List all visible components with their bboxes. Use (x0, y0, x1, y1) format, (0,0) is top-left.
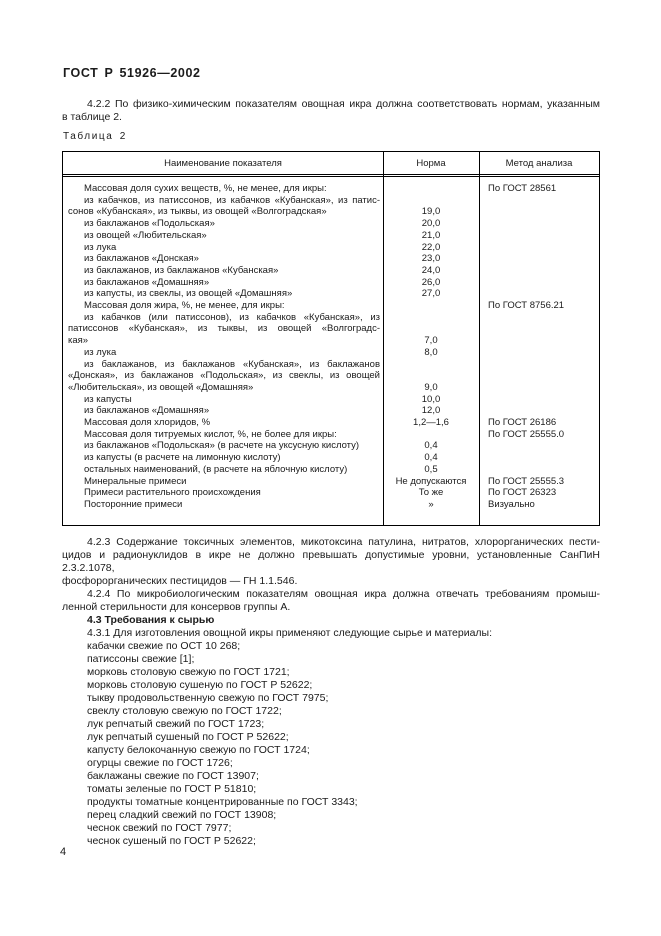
text-line: в таблице 2. (62, 111, 122, 123)
table-row (63, 464, 599, 476)
table-row (63, 452, 599, 464)
section-heading-4-3: 4.3 Требования к сырью (87, 614, 215, 626)
method-cell (479, 394, 599, 406)
material-list-item: свеклу столовую свежую по ГОСТ 1722; (87, 705, 282, 717)
norm-value-cell (383, 370, 479, 382)
norm-value-cell: 8,0 (424, 346, 438, 358)
indicator-name-cell: из баклажанов «Домашняя» (84, 405, 210, 417)
material-list-item: баклажаны свежие по ГОСТ 13907; (87, 770, 259, 782)
indicator-name-cell: из баклажанов, из баклажанов «Кубанская», из баклажанов (84, 358, 380, 370)
indicator-name-cell: Массовая доля титруемых кислот, %, не более для икры: (84, 428, 337, 440)
paragraph-4-2-2 (62, 98, 600, 124)
indicator-name-cell: «Донская», из баклажанов «Подольская», из свеклы, из овощей (68, 370, 380, 382)
material-list-item: лук репчатый свежий по ГОСТ 1723; (87, 718, 265, 730)
paragraph-4-3-1: 4.3.1 Для изготовления овощной икры применяют следующие сырье и материалы: (87, 627, 493, 639)
table-header-indicator: Наименование показателя (164, 158, 282, 169)
table-row (63, 499, 599, 511)
indicator-name-cell: из капусты (84, 393, 132, 405)
norm-value-cell: » (428, 498, 434, 510)
indicator-name-cell: «Любительская», из овощей «Домашняя» (68, 381, 254, 393)
table-row (63, 195, 599, 207)
method-cell: По ГОСТ 28561 (488, 183, 557, 194)
norm-value-cell (383, 300, 479, 312)
method-cell (479, 312, 599, 324)
norm-value-cell (383, 359, 479, 371)
table-row (63, 347, 599, 359)
norm-value-cell (383, 183, 479, 195)
indicator-name-cell: из баклажанов «Подольская» (84, 218, 215, 230)
indicator-name-cell: из капусты (в расчете на лимонную кислоту) (84, 452, 281, 464)
norm-value-cell: 26,0 (421, 276, 441, 288)
norm-value-cell: 0,5 (424, 463, 438, 475)
table-row (63, 206, 599, 218)
doc-code-header: ГОСТ Р 51926—2002 (63, 66, 201, 80)
table-row (63, 429, 599, 441)
material-list-item: тыкву продовольственную свежую по ГОСТ 7975; (87, 692, 329, 704)
norm-value-cell: 19,0 (421, 206, 441, 218)
material-list-item: чеснок сушеный по ГОСТ Р 52622; (87, 835, 256, 847)
method-cell (479, 405, 599, 417)
table-row (63, 253, 599, 265)
material-list-item: кабачки свежие по ОСТ 10 268; (87, 640, 241, 652)
method-cell (479, 382, 599, 394)
table-row (63, 370, 599, 382)
indicator-name-cell: Массовая доля хлоридов, % (84, 417, 211, 429)
method-cell (479, 288, 599, 300)
table-row (63, 323, 599, 335)
indicator-name-cell: Минеральные примеси (84, 475, 187, 487)
table-row (63, 218, 599, 230)
indicator-name-cell: из баклажанов «Подольская» (в расчете на уксусную кислоту) (84, 440, 360, 452)
table-row (63, 183, 599, 195)
material-list-item: морковь столовую свежую по ГОСТ 1721; (87, 666, 290, 678)
norm-value-cell: 1,2—1,6 (413, 417, 449, 429)
text-line: ленной стерильности для консервов группы А. (62, 601, 291, 613)
table-row (63, 394, 599, 406)
indicator-name-cell: из капусты, из свеклы, из овощей «Домашняя» (84, 288, 293, 300)
indicator-name-cell: из баклажанов «Донская» (84, 253, 199, 265)
method-cell (479, 464, 599, 476)
method-cell: Визуально (488, 498, 535, 510)
material-list-item: капусту белокочанную свежую по ГОСТ 1724; (87, 744, 310, 756)
norm-value-cell: 9,0 (424, 381, 438, 393)
indicator-name-cell: из лука (84, 346, 117, 358)
norm-value-cell (383, 323, 479, 335)
indicator-name-cell: из кабачков (или патиссонов), из кабачков «Кубанская», из (84, 311, 380, 323)
material-list-item: перец сладкий свежий по ГОСТ 13908; (87, 809, 277, 821)
method-cell (479, 370, 599, 382)
material-list-item: патиссоны свежие [1]; (87, 653, 195, 665)
indicator-name-cell: остальных наименований, (в расчете на яблочную кислоту) (84, 463, 348, 475)
table-column-divider (479, 152, 480, 525)
table-row (63, 417, 599, 429)
norm-value-cell: 22,0 (421, 241, 441, 253)
text-line: цидов и радионуклидов в икре не должно превышать допустимые уровни, установленные СанПиН 2.3.2.1078, (62, 549, 600, 574)
table-caption: Таблица 2 (63, 131, 127, 142)
method-cell (479, 195, 599, 207)
indicator-name-cell: Посторонние примеси (84, 498, 183, 510)
table-row (63, 265, 599, 277)
method-cell: По ГОСТ 25555.3 (488, 475, 565, 487)
bottom-text-block (62, 536, 600, 848)
table-row (63, 230, 599, 242)
material-list-item: лук репчатый сушеный по ГОСТ Р 52622; (87, 731, 289, 743)
norm-value-cell: 12,0 (421, 405, 441, 417)
norm-value-cell: 24,0 (421, 264, 441, 276)
table-row (63, 335, 599, 347)
norm-value-cell (383, 429, 479, 441)
table-row (63, 277, 599, 289)
norm-value-cell: То же (418, 487, 444, 499)
table-row (63, 487, 599, 499)
indicator-name-cell: Примеси растительного происхождения (84, 487, 261, 499)
norm-value-cell: 7,0 (424, 335, 438, 347)
method-cell (479, 265, 599, 277)
method-cell (479, 335, 599, 347)
norm-value-cell: 0,4 (424, 440, 438, 452)
method-cell (479, 230, 599, 242)
paragraph-4-2-3 (62, 536, 600, 588)
method-cell (479, 242, 599, 254)
method-cell: По ГОСТ 26323 (488, 487, 557, 499)
page-number: 4 (60, 846, 67, 858)
method-cell (479, 277, 599, 289)
indicator-name-cell: кая» (68, 335, 89, 347)
material-list-item: морковь столовую сушеную по ГОСТ Р 52622; (87, 679, 313, 691)
norm-value-cell: 10,0 (421, 393, 441, 405)
table-column-divider (383, 152, 384, 525)
method-cell (479, 359, 599, 371)
method-cell: По ГОСТ 8756.21 (488, 300, 565, 312)
norm-value-cell: 27,0 (421, 288, 441, 300)
norm-value-cell: 21,0 (421, 229, 441, 241)
material-list-item: продукты томатные концентрированные по ГОСТ 3343; (87, 796, 358, 808)
indicator-name-cell: Массовая доля сухих веществ, %, не менее, для икры: (84, 183, 327, 194)
indicator-name-cell: из баклажанов «Домашняя» (84, 276, 210, 288)
table-row (63, 359, 599, 371)
material-list-item: чеснок свежий по ГОСТ 7977; (87, 822, 232, 834)
indicator-name-cell: патиссонов «Кубанская», из тыквы, из овощей «Волгоградс- (68, 323, 380, 335)
table-header-method: Метод анализа (505, 158, 573, 169)
text-line: 4.2.2 По физико-химическим показателям овощная икра должна соответствовать нормам, указанным (87, 98, 600, 110)
indicator-name-cell: из кабачков, из патиссонов, из кабачков «Кубанская», из патис- (84, 194, 380, 206)
text-line: 4.2.3 Содержание токсичных элементов, микотоксина патулина, нитратов, хлорорганических пести- (87, 536, 600, 548)
method-cell (479, 206, 599, 218)
indicator-name-cell: из лука (84, 241, 117, 253)
paragraph-4-2-4 (62, 588, 600, 614)
table-row (63, 476, 599, 488)
method-cell (479, 440, 599, 452)
text-line: 4.2.4 По микробиологическим показателям овощная икра должна отвечать требованиям промыш- (87, 588, 600, 600)
table-header-norm: Норма (416, 158, 446, 169)
method-cell (479, 218, 599, 230)
method-cell (479, 323, 599, 335)
table-row (63, 288, 599, 300)
norm-value-cell (383, 312, 479, 324)
material-list-item: огурцы свежие по ГОСТ 1726; (87, 757, 233, 769)
method-cell: По ГОСТ 26186 (488, 417, 557, 429)
norm-value-cell: 23,0 (421, 253, 441, 265)
method-cell (479, 253, 599, 265)
method-cell: По ГОСТ 25555.0 (488, 428, 565, 440)
indicator-name-cell: Массовая доля жира, %, не менее, для икры: (84, 300, 285, 312)
materials-list (62, 640, 600, 848)
method-cell (479, 347, 599, 359)
table-row (63, 405, 599, 417)
norm-value-cell (383, 195, 479, 207)
table-row (63, 300, 599, 312)
table-row (63, 242, 599, 254)
table-row (63, 382, 599, 394)
table-row (63, 312, 599, 324)
indicator-name-cell: сонов «Кубанская», из тыквы, из овощей «Волгоградская» (68, 206, 327, 218)
indicator-name-cell: из баклажанов, из баклажанов «Кубанская» (84, 264, 279, 276)
text-line: фосфорорганических пестицидов — ГН 1.1.546. (62, 575, 298, 587)
norm-value-cell: 20,0 (421, 218, 441, 230)
indicator-name-cell: из овощей «Любительская» (84, 229, 207, 241)
table-row (63, 440, 599, 452)
norm-value-cell: Не допускаются (395, 475, 467, 487)
table-body (63, 177, 599, 525)
material-list-item: томаты зеленые по ГОСТ Р 51810; (87, 783, 257, 795)
method-cell (479, 452, 599, 464)
norm-value-cell: 0,4 (424, 452, 438, 464)
physico-chemical-table (62, 151, 600, 526)
table-header-row (63, 152, 599, 177)
